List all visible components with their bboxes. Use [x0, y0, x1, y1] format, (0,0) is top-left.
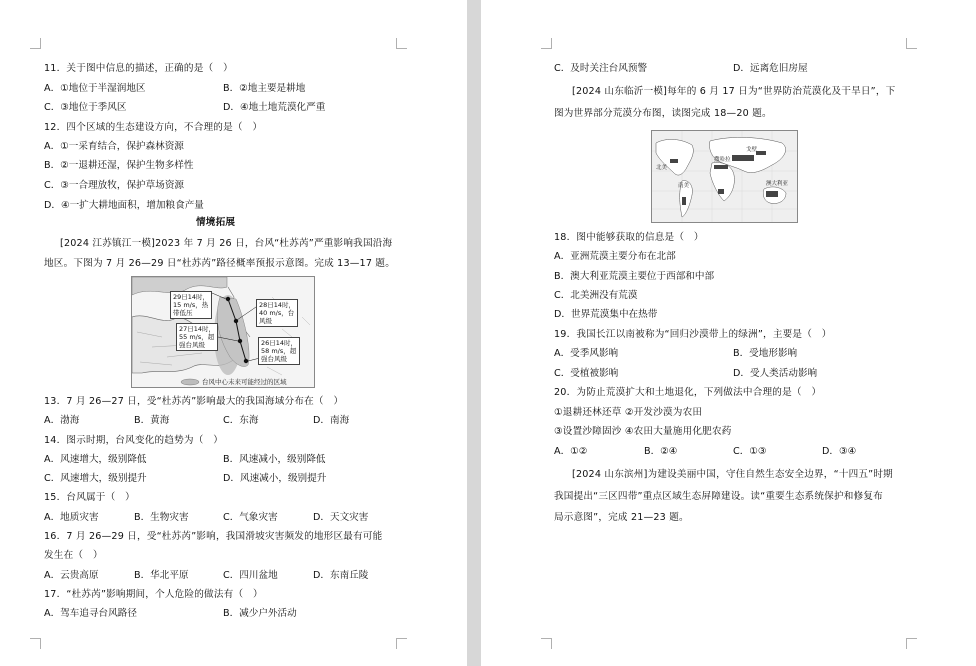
q15-option-c: C．气象灾害 [223, 512, 278, 523]
q18-option-a: A．亚洲荒漠主要分布在北部 [554, 251, 676, 262]
question-17-stem: 17．“杜苏芮”影响期间，个人危险的做法有（ ） [44, 589, 263, 600]
q19-option-b: B．受地形影响 [733, 348, 798, 359]
q20-option-c: C．①③ [733, 446, 767, 457]
right-page [481, 0, 976, 666]
q20-option-b: B．②④ [644, 446, 678, 457]
q18-option-b: B．澳大利亚荒漠主要位于西部和中部 [554, 271, 715, 282]
q17-option-d: D．远离危旧房屋 [733, 63, 808, 74]
q14-option-c: C．风速增大，级别提升 [44, 473, 147, 484]
q17-option-a: A．驾车追寻台风路径 [44, 608, 137, 619]
crop-mark [906, 638, 917, 649]
q16-option-d: D．东南丘陵 [313, 570, 369, 581]
typhoon-map-graphic [132, 277, 315, 388]
crop-mark [906, 38, 917, 49]
q12-option-a: A．①一采育结合，保护森林资源 [44, 141, 184, 152]
map-label: 澳大利亚 [766, 181, 789, 187]
q11-option-d: D．④地土地荒漠化严重 [223, 102, 326, 113]
q19-option-a: A．受季风影响 [554, 348, 619, 359]
left-page [0, 0, 467, 666]
crop-mark [30, 638, 41, 649]
q20-option-a: A．①② [554, 446, 588, 457]
q20-item-line-2: ③设置沙障固沙 ④农田大量施用化肥农药 [554, 426, 732, 437]
q11-option-a: A．①地位于半湿润地区 [44, 83, 146, 94]
crop-mark [30, 38, 41, 49]
question-19-stem: 19．我国长江以南被称为“回归沙漠带上的绿洲”，主要是（ ） [554, 329, 832, 340]
q16-option-a: A．云贵高原 [44, 570, 99, 581]
q19-option-c: C．受植被影响 [554, 368, 619, 379]
section-title: 情境拓展 [196, 217, 236, 228]
question-14-stem: 14．图示时期，台风变化的趋势为（ ） [44, 435, 224, 446]
typhoon-label-27th: 27日14时， 55 m/s，超 强台风级 [176, 323, 218, 351]
q11-option-c: C．③地位于季风区 [44, 102, 127, 113]
typhoon-intro-line-2: 地区。下图为 7 月 26—29 日“杜苏芮”路径概率预报示意图。完成 13—17 题。 [44, 258, 396, 269]
question-15-stem: 15．台风属于（ ） [44, 492, 135, 503]
desert-intro-line-1: [2024 山东临沂一模]每年的 6 月 17 日为“世界防治荒漠化及干旱日”，下 [572, 86, 896, 97]
q13-option-a: A．渤海 [44, 415, 80, 426]
crop-mark [541, 38, 552, 49]
crop-mark [396, 38, 407, 49]
q15-option-b: B．生物灾害 [134, 512, 189, 523]
question-13-stem: 13．7 月 26—27 日，受“杜苏芮”影响最大的我国海域分布在（ ） [44, 396, 344, 407]
typhoon-path-map [131, 276, 315, 388]
q13-option-b: B．黄海 [134, 415, 170, 426]
map-label: 北美 [656, 165, 668, 171]
q19-option-d: D．受人类活动影响 [733, 368, 818, 379]
typhoon-intro-line-1: [2024 江苏镇江一模]2023 年 7 月 26 日，台风“杜苏芮”严重影响我国沿海 [60, 238, 393, 249]
ecology-intro-line-2: 我国提出“三区四带”重点区域生态屏障建设。读“重要生态系统保护和修复布 [554, 491, 883, 502]
q14-option-b: B．风速减小，级别降低 [223, 454, 326, 465]
q12-option-c: C．③一合理放牧，保护草场资源 [44, 180, 185, 191]
ecology-intro-line-3: 局示意图”，完成 21—23 题。 [554, 512, 689, 523]
crop-mark [396, 638, 407, 649]
q20-item-line-1: ①退耕还林还草 ②开发沙漠为农田 [554, 407, 703, 418]
map-label: 南美 [678, 183, 690, 189]
typhoon-label-26th: 26日14时， 58 m/s，超 强台风级 [258, 337, 300, 365]
map-label: 戈壁 [746, 147, 758, 153]
question-16-stem-line-1: 16．7 月 26—29 日，受“杜苏芮”影响，我国滑坡灾害频发的地形区最有可能 [44, 531, 383, 542]
map-label: 撒哈拉 [714, 157, 731, 163]
question-16-stem-line-2: 发生在（ ） [44, 550, 103, 561]
ecology-intro-line-1: [2024 山东滨州]为建设美丽中国，守住自然生态安全边界，“十四五”时期 [572, 469, 893, 480]
q20-option-d: D．③④ [822, 446, 857, 457]
typhoon-label-29th: 29日14时， 15 m/s，热 带低压 [170, 291, 212, 319]
q17-option-b: B．减少户外活动 [223, 608, 297, 619]
typhoon-map-legend: 台风中心未来可能经过的区域 [202, 378, 287, 386]
typhoon-label-28th: 28日14时， 40 m/s，台 风级 [256, 299, 298, 327]
q17-option-c: C．及时关注台风预警 [554, 63, 648, 74]
q12-option-d: D．④一扩大耕地面积，增加粮食产量 [44, 200, 204, 211]
q11-option-b: B．②地主要是耕地 [223, 83, 306, 94]
crop-mark [541, 638, 552, 649]
q16-option-c: C．四川盆地 [223, 570, 278, 581]
q13-option-d: D．南海 [313, 415, 350, 426]
world-map-graphic [652, 131, 798, 223]
q15-option-a: A．地质灾害 [44, 512, 99, 523]
q18-option-d: D．世界荒漠集中在热带 [554, 309, 658, 320]
question-12-stem: 12．四个区域的生态建设方向，不合理的是（ ） [44, 122, 263, 133]
question-20-stem: 20．为防止荒漠扩大和土地退化，下列做法中合理的是（ ） [554, 387, 822, 398]
q18-option-c: C．北美洲没有荒漠 [554, 290, 638, 301]
q15-option-d: D．天文灾害 [313, 512, 369, 523]
world-desert-map [651, 130, 798, 223]
desert-intro-line-2: 图为世界部分荒漠分布图，读图完成 18—20 题。 [554, 108, 772, 119]
q14-option-d: D．风速减小，级别提升 [223, 473, 327, 484]
q14-option-a: A．风速增大，级别降低 [44, 454, 147, 465]
question-11-stem: 11．关于图中信息的描述，正确的是（ ） [44, 63, 233, 74]
q13-option-c: C．东海 [223, 415, 259, 426]
q12-option-b: B．②一退耕还湿，保护生物多样性 [44, 160, 194, 171]
question-18-stem: 18．图中能够获取的信息是（ ） [554, 232, 704, 243]
q16-option-b: B．华北平原 [134, 570, 189, 581]
